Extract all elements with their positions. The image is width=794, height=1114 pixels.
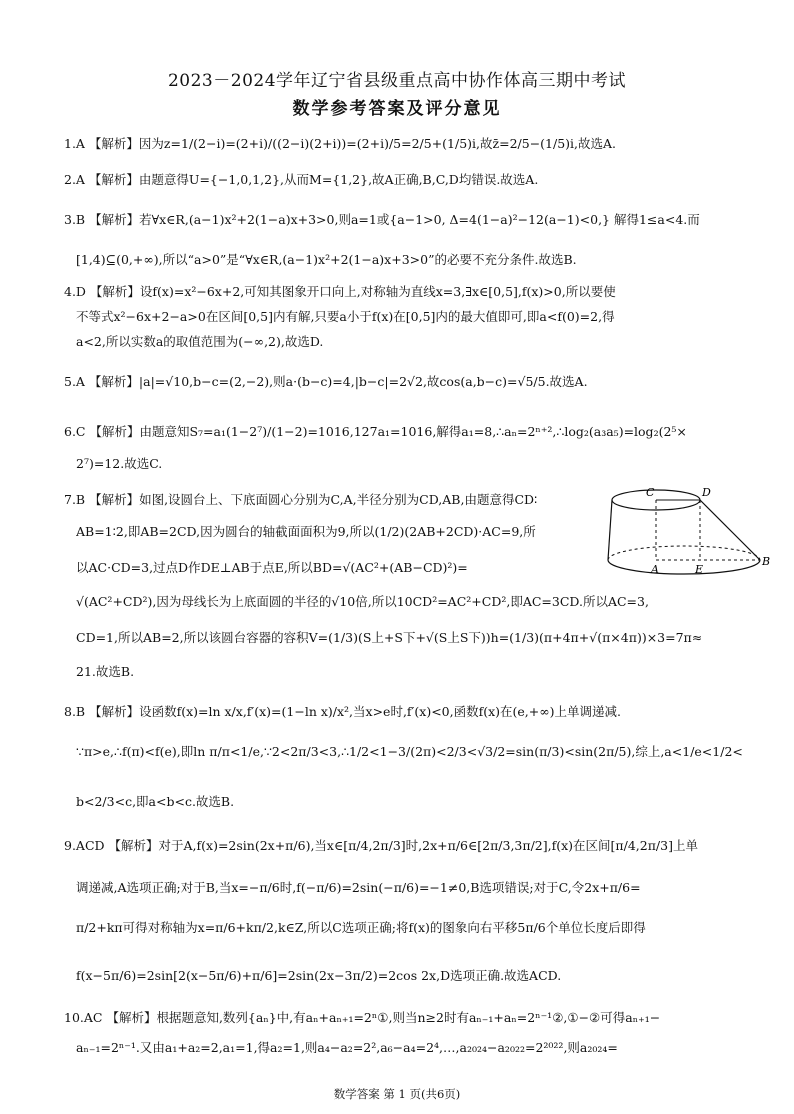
frustum-figure	[596, 480, 772, 586]
segment-db	[700, 500, 760, 560]
bottom-base-front	[608, 560, 760, 574]
text-line: CD=1,所以AB=2,所以该圆台容器的容积V=(1/3)(S上+S下+√(S上S下))h=(1/3)(π+4π+√(π×4π))×3=7π≈	[76, 630, 703, 645]
text-line: 5.A 【解析】|a|=√10,b−c=(2,−2),则a·(b−c)=4,|b−c|=2√2,故cos(a,b−c)=√5/5.故选A.	[64, 374, 588, 389]
text-line: 不等式x²−6x+2−a>0在区间[0,5]内有解,只要a小于f(x)在[0,5]内的最大值即可,即a<f(0)=2,得	[76, 309, 615, 324]
text-line: 3.B 【解析】若∀x∈R,(a−1)x²+2(1−a)x+3>0,则a=1或{a−1>0, Δ=4(1−a)²−12(a−1)<0,} 解得1≤a<4.而	[64, 212, 700, 227]
text-line: 21.故选B.	[76, 664, 135, 679]
text-line: b<2/3<c,即a<b<c.故选B.	[76, 794, 235, 809]
text-line: 8.B 【解析】设函数f(x)=ln x/x,f′(x)=(1−ln x)/x²,当x>e时,f′(x)<0,函数f(x)在(e,+∞)上单调递减.	[64, 704, 622, 719]
left-slant-edge	[608, 500, 612, 560]
exam-subtitle: 数学参考答案及评分意见	[292, 99, 502, 119]
text-line: √(AC²+CD²),因为母线长为上底面圆的半径的√10倍,所以10CD²=AC²+CD²,即AC=3CD.所以AC=3,	[76, 594, 649, 609]
label-d: D	[702, 486, 711, 499]
text-line: π/2+kπ可得对称轴为x=π/6+kπ/2,k∈Z,所以C选项正确;将f(x)的图象向右平移5π/6个单位长度后即得	[76, 920, 646, 935]
text-line: AB=1∶2,即AB=2CD,因为圆台的轴截面面积为9,所以(1/2)(2AB+2CD)·AC=9,所	[76, 524, 536, 539]
label-b: B	[762, 555, 771, 568]
exam-title: 2023－2024学年辽宁省县级重点高中协作体高三期中考试	[167, 71, 627, 91]
text-line: 7.B 【解析】如图,设圆台上、下底面圆心分别为C,A,半径分别为CD,AB,由题意得CD∶	[64, 492, 538, 507]
label-c: C	[646, 486, 655, 499]
text-line: a<2,所以实数a的取值范围为(−∞,2),故选D.	[76, 334, 324, 349]
text-line: 调递减,A选项正确;对于B,当x=−π/6时,f(−π/6)=2sin(−π/6)=−1≠0,B选项错误;对于C,令2x+π/6=	[76, 880, 641, 895]
text-line: 6.C 【解析】由题意知S₇=a₁(1−2⁷)/(1−2)=1016,127a₁=1016,解得a₁=8,∴aₙ=2ⁿ⁺²,∴log₂(a₃a₅)=log₂(2⁵×	[64, 424, 687, 439]
text-line: 以AC·CD=3,过点D作DE⊥AB于点E,所以BD=√(AC²+(AB−CD)²)=	[76, 560, 468, 575]
text-line: 2.A 【解析】由题意得U={−1,0,1,2},从而M={1,2},故A正确,B,C,D均错误.故选A.	[64, 172, 539, 187]
text-line: f(x−5π/6)=2sin[2(x−5π/6)+π/6]=2sin(2x−3π/2)=2cos 2x,D选项正确.故选ACD.	[76, 968, 562, 983]
label-a: A	[651, 563, 659, 576]
text-line: [1,4)⊆(0,+∞),所以“a>0”是“∀x∈R,(a−1)x²+2(1−a)x+3>0”的必要不充分条件.故选B.	[76, 252, 577, 267]
text-line: 10.AC 【解析】根据题意知,数列{aₙ}中,有aₙ+aₙ₊₁=2ⁿ①,则当n≥2时有aₙ₋₁+aₙ=2ⁿ⁻¹②,①−②可得aₙ₊₁−	[64, 1010, 661, 1025]
bottom-base-back	[608, 546, 760, 560]
text-line: aₙ₋₁=2ⁿ⁻¹.又由a₁+a₂=2,a₁=1,得a₂=1,则a₄−a₂=2²,a₆−a₄=2⁴,…,a₂₀₂₄−a₂₀₂₂=2²⁰²²,则a₂₀₂₄=	[76, 1040, 618, 1055]
page-footer: 数学答案 第 1 页(共6页)	[333, 1087, 461, 1101]
text-line: 9.ACD 【解析】对于A,f(x)=2sin(2x+π/6),当x∈[π/4,2π/3]时,2x+π/6∈[2π/3,3π/2],f(x)在区间[π/4,2π/3]上单	[64, 838, 698, 853]
text-line: 4.D 【解析】设f(x)=x²−6x+2,可知其图象开口向上,对称轴为直线x=3,∃x∈[0,5],f(x)>0,所以要使	[64, 284, 616, 299]
text-line: 1.A 【解析】因为z=1/(2−i)=(2+i)/((2−i)(2+i))=(2+i)/5=2/5+(1/5)i,故z̄=2/5−(1/5)i,故选A.	[64, 136, 617, 151]
text-line: ∵π>e,∴f(π)<f(e),即ln π/π<1/e,∵2<2π/3<3,∴1/2<1−3/(2π)<2/3<√3/2=sin(π/3)<sin(2π/5),综上,a<1/e<1/2<	[76, 744, 743, 759]
label-e: E	[695, 563, 704, 576]
text-line: 2⁷)=12.故选C.	[76, 456, 163, 471]
